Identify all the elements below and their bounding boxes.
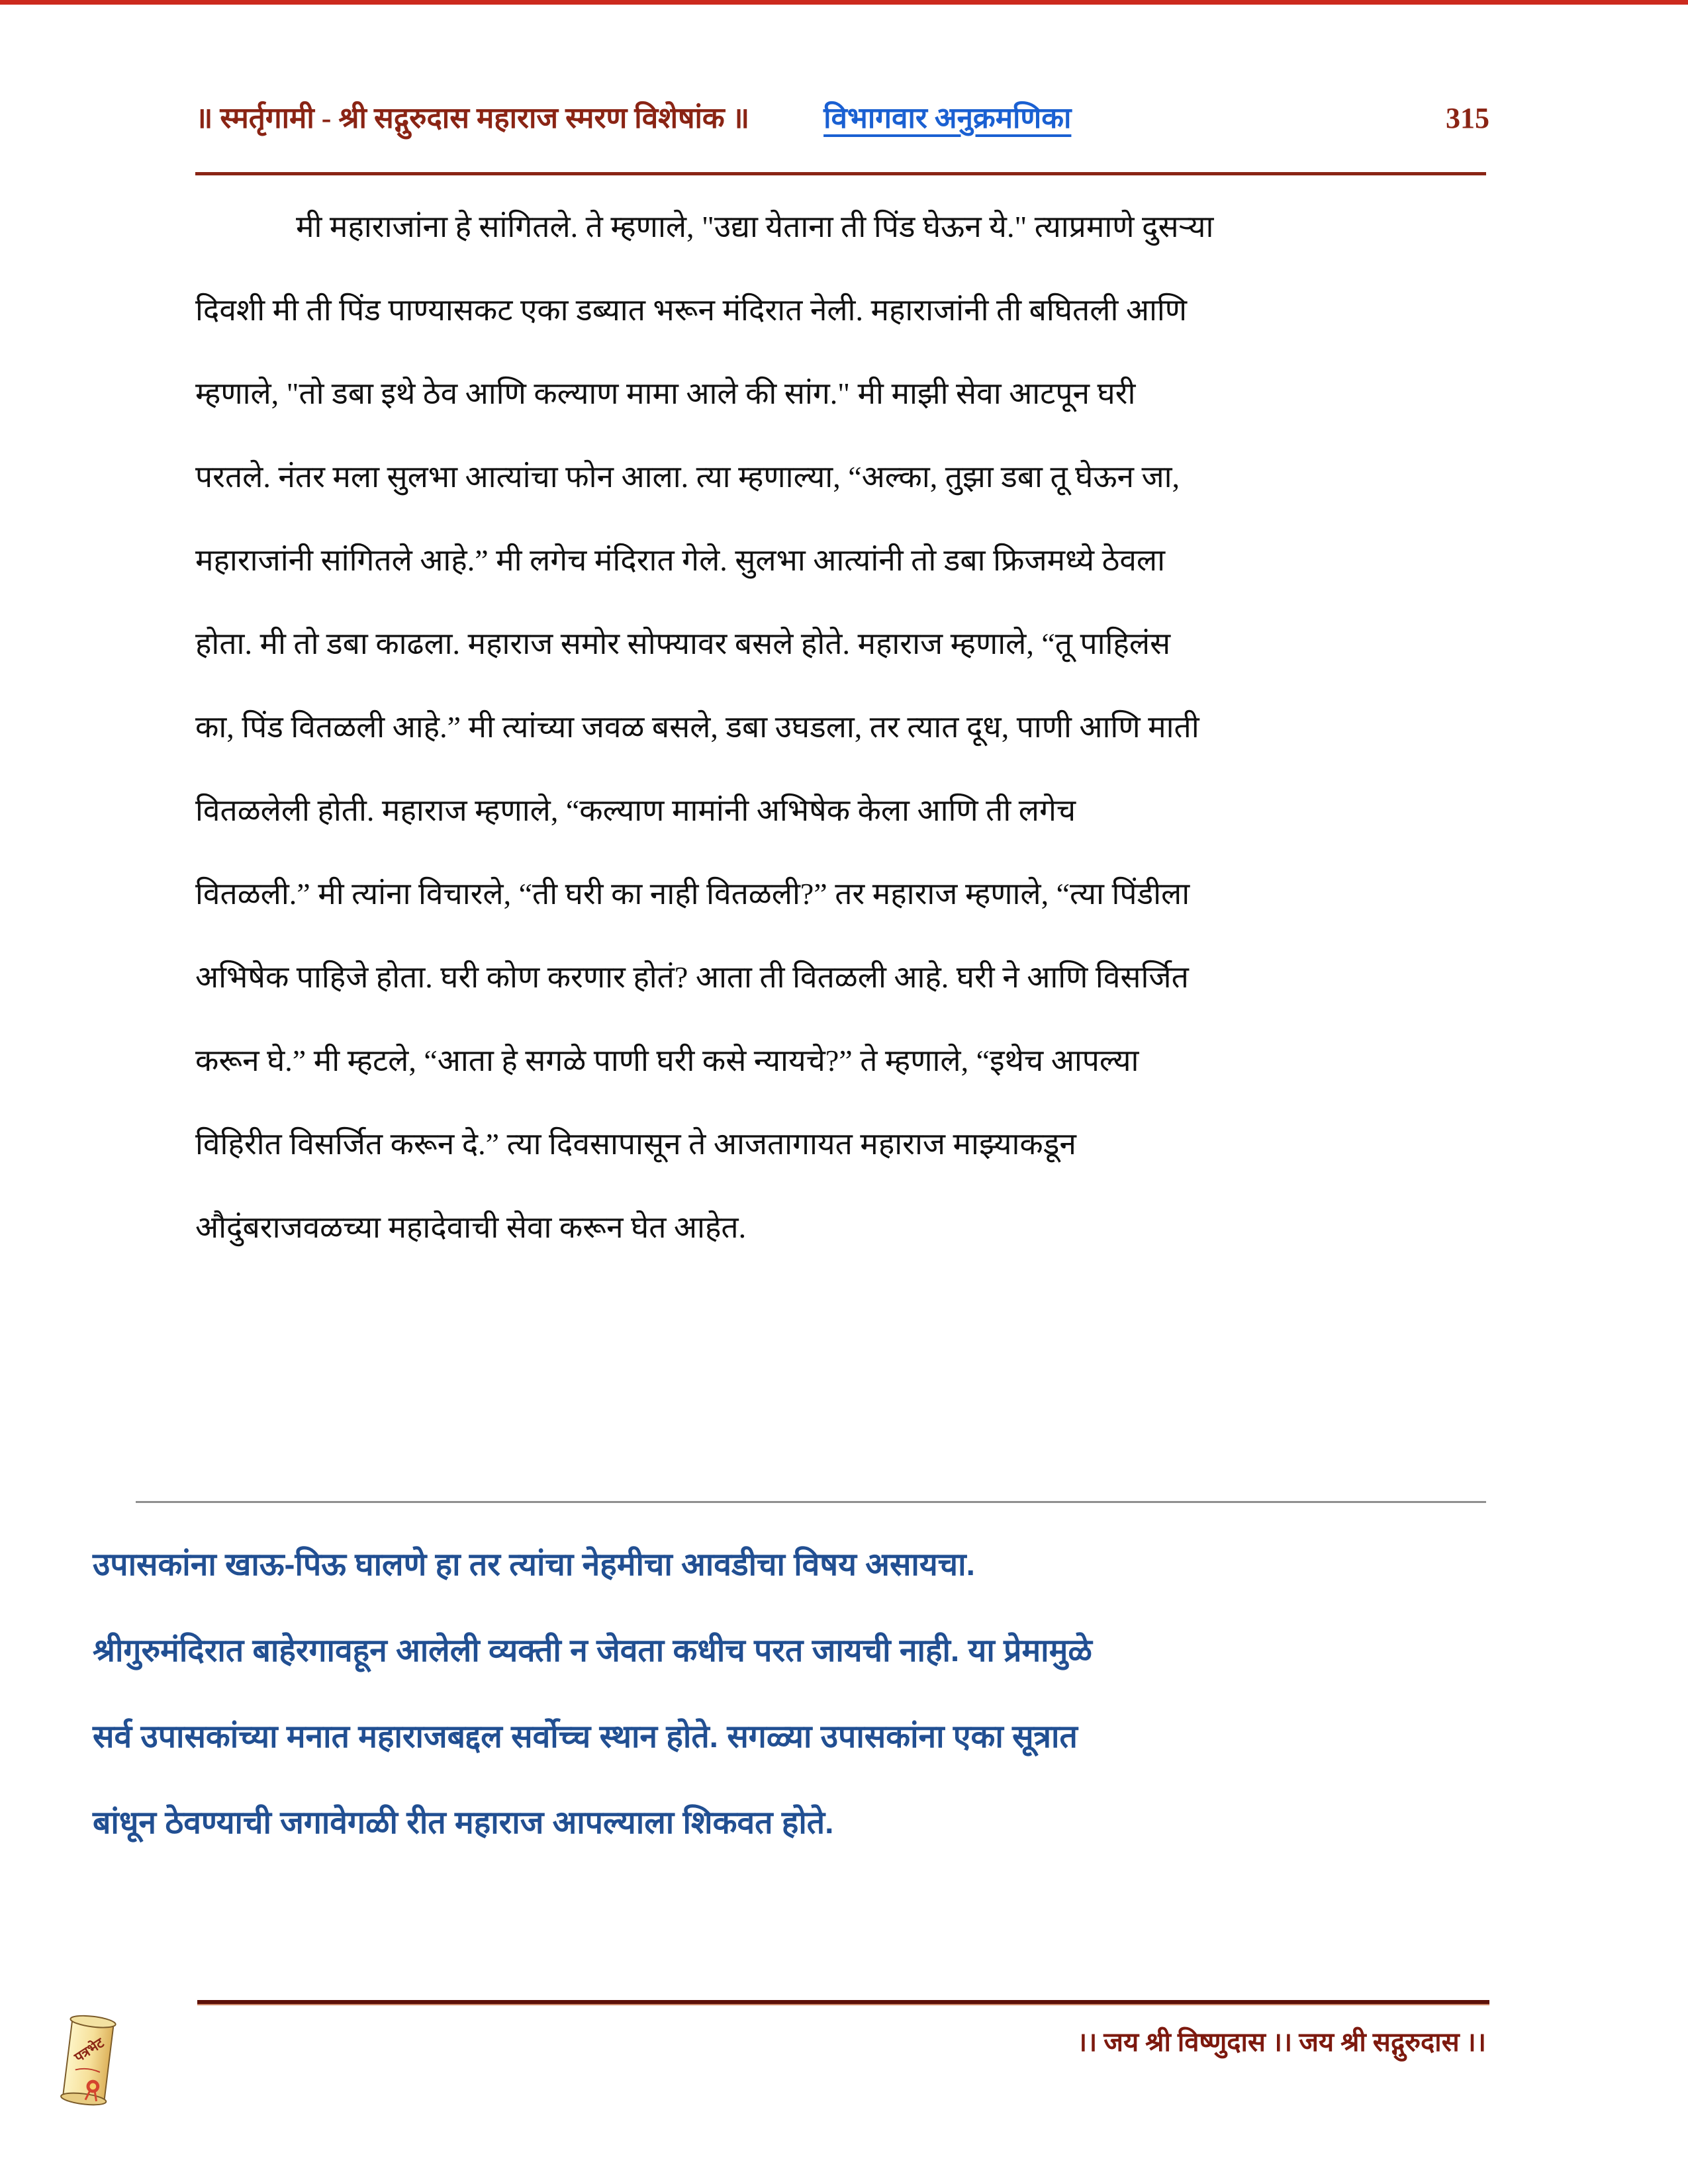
header-rule bbox=[195, 172, 1486, 175]
story-line: का, पिंड वितळली आहे.” मी त्यांच्या जवळ बसले, डबा उघडला, तर त्यात दूध, पाणी आणि माती bbox=[195, 710, 1199, 744]
highlight-line: उपासकांना खाऊ-पिऊ घालणे हा तर त्यांचा नेहमीचा आवडीचा विषय असायचा. bbox=[93, 1547, 975, 1582]
story-line: महाराजांनी सांगितले आहे.” मी लगेच मंदिरात गेले. सुलभा आत्यांनी तो डबा फ्रिजमध्ये ठेवला bbox=[195, 543, 1166, 577]
story-paragraph bbox=[195, 185, 1489, 1269]
footer-rule bbox=[197, 2000, 1489, 2005]
story-line: वितळलेली होती. महाराज म्हणाले, “कल्याण मामांनी अभिषेक केला आणि ती लगेच bbox=[195, 794, 1076, 827]
story-line: करून घे.” मी म्हटले, “आता हे सगळे पाणी घरी कसे न्यायचे?” ते म्हणाले, “इथेच आपल्या bbox=[195, 1044, 1139, 1077]
index-link[interactable]: विभागवार अनुक्रमणिका bbox=[823, 102, 1072, 134]
top-edge-strip bbox=[0, 0, 1688, 5]
highlight-line: सर्व उपासकांच्या मनात महाराजबद्दल सर्वोच्च स्थान होते. सगळ्या उपासकांना एका सूत्रात bbox=[93, 1719, 1078, 1754]
logo-text: पत्रभेट bbox=[71, 2035, 107, 2066]
page-header bbox=[195, 97, 1489, 136]
story-line: अभिषेक पाहिजे होता. घरी कोण करणार होतं? आता ती वितळली आहे. घरी ने आणि विसर्जित bbox=[195, 960, 1189, 994]
highlight-line: बांधून ठेवण्याची जगावेगळी रीत महाराज आपल्याला शिकवत होते. bbox=[93, 1805, 834, 1841]
section-separator bbox=[136, 1501, 1486, 1503]
scroll-icon bbox=[56, 2012, 126, 2113]
patrabhet-scroll-logo bbox=[56, 2012, 126, 2113]
page-title: ॥ स्मर्तृगामी - श्री सद्गुरुदास महाराज स्मरण विशेषांक ॥ bbox=[195, 102, 750, 134]
highlight-paragraph bbox=[93, 1522, 1635, 1866]
story-line: विहिरीत विसर्जित करून दे.” त्या दिवसापासून ते आजतागायत महाराज माझ्याकडून bbox=[195, 1127, 1076, 1161]
story-line: मी महाराजांना हे सांगितले. ते म्हणाले, "उद्या येताना ती पिंड घेऊन ये." त्याप्रमाणे दुसऱ्या bbox=[296, 210, 1214, 244]
blessing-text: ।। जय श्री विष्णुदास ।। जय श्री सद्गुरुदास ।। bbox=[1076, 2027, 1486, 2057]
story-line: म्हणाले, "तो डबा इथे ठेव आणि कल्याण मामा आले की सांग." मी माझी सेवा आटपून घरी bbox=[195, 377, 1136, 410]
story-line: होता. मी तो डबा काढला. महाराज समोर सोफ्यावर बसले होते. महाराज म्हणाले, “तू पाहिलंस bbox=[195, 627, 1171, 660]
story-line: औदुंबराजवळच्या महादेवाची सेवा करून घेत आहेत. bbox=[195, 1210, 747, 1244]
highlight-line: श्रीगुरुमंदिरात बाहेरगावहून आलेली व्यक्ती न जेवता कधीच परत जायची नाही. या प्रेमामुळे bbox=[93, 1633, 1092, 1668]
story-line: परतले. नंतर मला सुलभा आत्यांचा फोन आला. त्या म्हणाल्या, “अल्का, तुझा डबा तू घेऊन जा, bbox=[195, 460, 1180, 494]
page-number: 315 bbox=[1446, 102, 1489, 134]
story-line: वितळली.” मी त्यांना विचारले, “ती घरी का नाही वितळली?” तर महाराज म्हणाले, “त्या पिंडीला bbox=[195, 877, 1190, 911]
story-line: दिवशी मी ती पिंड पाण्यासकट एका डब्यात भरून मंदिरात नेली. महाराजांनी ती बघितली आणि bbox=[195, 293, 1188, 327]
